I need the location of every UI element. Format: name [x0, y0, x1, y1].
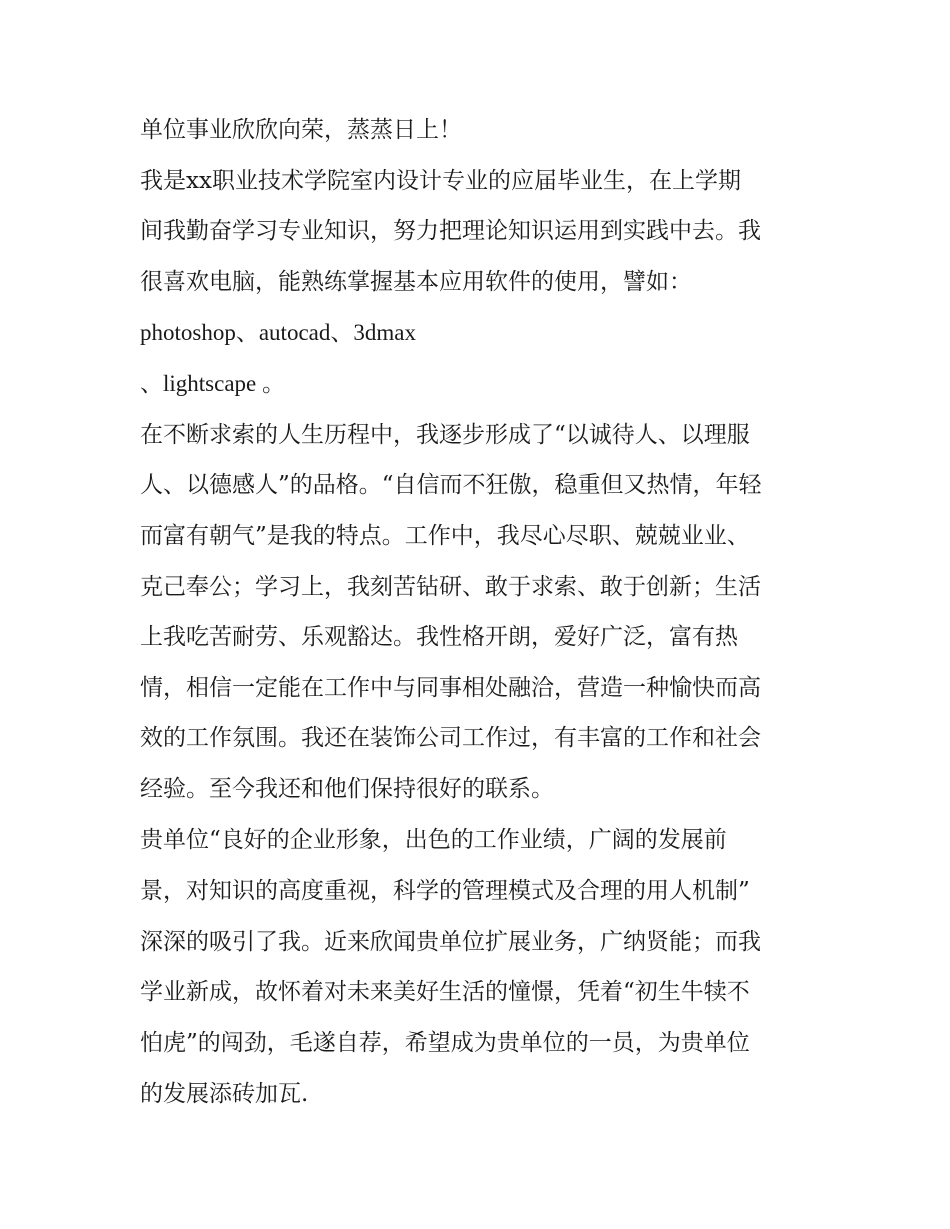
text-line-3: 间我勤奋学习专业知识，努力把理论知识运用到实践中去。我	[140, 218, 761, 244]
text-line-17: 深深的吸引了我。近来欣闻贵单位扩展业务，广纳贤能；而我	[140, 929, 761, 955]
text-line-12: 情，相信一定能在工作中与同事相处融洽，营造一种愉快而高	[140, 675, 761, 701]
text-line-4: 很喜欢电脑，能熟练掌握基本应用软件的使用，譬如：	[140, 269, 692, 295]
text-line-18: 学业新成，故怀着对未来美好生活的憧憬，凭着“初生牛犊不	[140, 979, 750, 1005]
text-line-2: 我是xx职业技术学院室内设计专业的应届毕业生，在上学期	[140, 168, 741, 194]
text-line-9: 而富有朝气”是我的特点。工作中，我尽心尽职、兢兢业业、	[140, 523, 750, 549]
text-line-1: 单位事业欣欣向荣，蒸蒸日上！	[140, 117, 462, 143]
text-line-8: 人、以德感人”的品格。“自信而不狂傲，稳重但又热情，年轻	[140, 472, 762, 498]
text-line-19: 怕虎”的闯劲，毛遂自荐，希望成为贵单位的一员，为贵单位	[140, 1030, 750, 1056]
text-line-16: 景，对知识的高度重视，科学的管理模式及合理的用人机制”	[140, 878, 750, 904]
text-line-14: 经验。至今我还和他们保持很好的联系。	[140, 776, 554, 802]
text-line-11: 上我吃苦耐劳、乐观豁达。我性格开朗，爱好广泛，富有热	[140, 624, 738, 650]
text-line-5: photoshop、autocad、3dmax	[140, 320, 416, 345]
text-line-15: 贵单位“良好的企业形象，出色的工作业绩，广阔的发展前	[140, 827, 727, 853]
text-line-13: 效的工作氛围。我还在装饰公司工作过，有丰富的工作和社会	[140, 725, 761, 751]
text-line-7: 在不断求索的人生历程中，我逐步形成了“以诚待人、以理服	[140, 422, 750, 448]
text-line-20: 的发展添砖加瓦.	[140, 1081, 309, 1107]
text-line-10: 克己奉公；学习上，我刻苦钻研、敢于求索、敢于创新；生活	[140, 574, 761, 600]
text-line-6: 、lightscape 。	[140, 371, 285, 396]
